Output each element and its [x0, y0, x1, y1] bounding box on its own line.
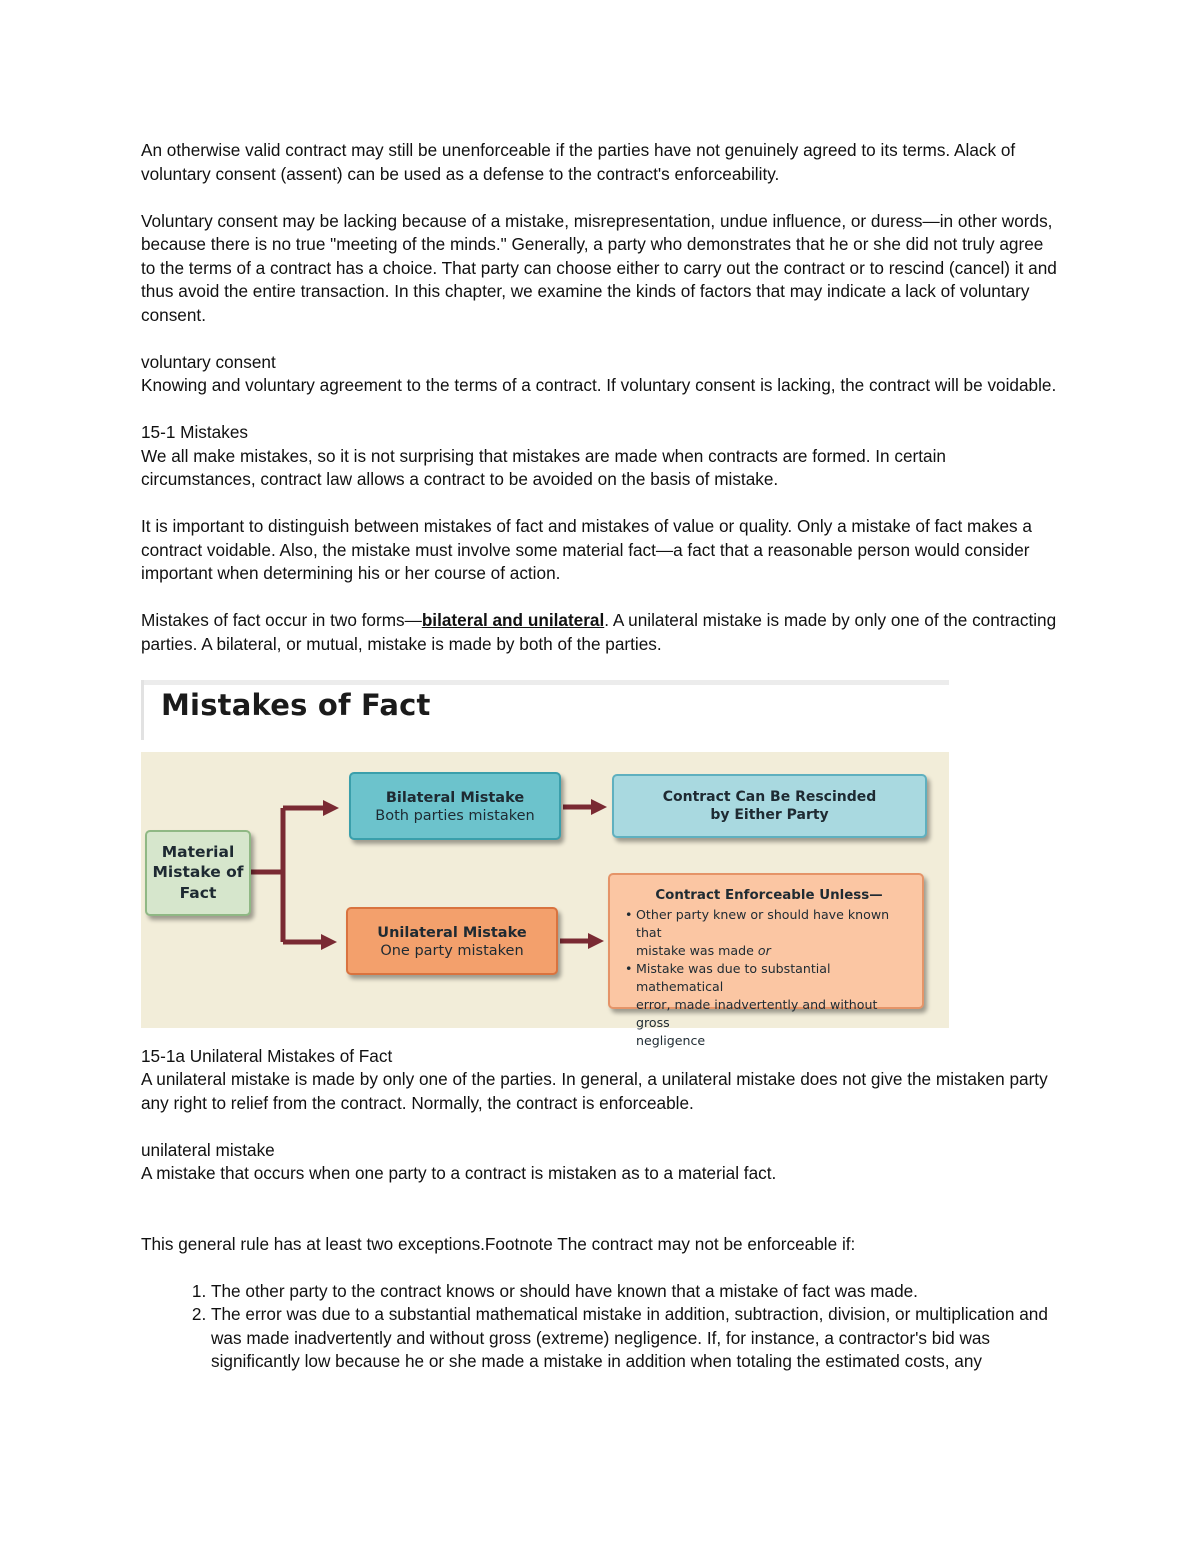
- figure-left-rule: [141, 680, 144, 740]
- paragraph-unilateral: A unilateral mistake is made by only one of the parties. In general, a unilateral mistake does not give the mistaken party any right to relief from the contract. Normally, the contract is enforceable.: [141, 1069, 1048, 1113]
- figure-title: Mistakes of Fact: [161, 687, 431, 722]
- enforce-c1-line1: Other party knew or should have known that: [636, 906, 890, 940]
- paragraph-fact-vs-value: It is important to distinguish between mistakes of fact and mistakes of value or quality. Only a mistake of fact makes a contract voidable. Also, the mistake must involve some material fact—a fact that a reasonable person would consider important when determining his or her course of action.: [141, 516, 1032, 583]
- term-voluntary-consent: voluntary consent: [141, 351, 276, 372]
- contract-enforceable-box: [608, 873, 924, 1048]
- material-line-2: Mistake of: [152, 863, 244, 881]
- exceptions-list: [141, 1280, 1061, 1374]
- unilateral-subtitle: One party mistaken: [380, 942, 524, 959]
- mistakes-of-fact-figure: [141, 680, 949, 1048]
- material-line-3: Fact: [179, 883, 217, 902]
- unilateral-title: Unilateral Mistake: [377, 924, 527, 941]
- document-body: [141, 139, 1061, 1374]
- bilateral-subtitle: Both parties mistaken: [375, 807, 535, 824]
- enforce-or: or: [757, 942, 771, 958]
- enforce-title: Contract Enforceable Unless—: [655, 887, 883, 903]
- bilateral-unilateral-link[interactable]: bilateral and unilateral: [421, 610, 605, 630]
- contract-rescinded-box: [612, 774, 927, 838]
- arrowhead-enforce: [588, 933, 604, 949]
- unilateral-mistake-box: [346, 907, 558, 975]
- rescind-line-2: by Either Party: [710, 806, 829, 823]
- exception-item-1: 1. The other party to the contract knows or should have known that a mistake of fact was made.: [211, 1280, 1061, 1304]
- two-forms-post: . A unilateral mistake is made by only one of the contracting parties. A bilateral, or mutual, mistake is made by both of the parties.: [141, 610, 1057, 654]
- paragraph-two-forms: [141, 609, 1061, 656]
- rescind-line-1: Contract Can Be Rescinded: [662, 788, 877, 805]
- arrowhead-bilateral: [323, 800, 339, 816]
- two-forms-pre: Mistakes of fact occur in two forms—: [141, 610, 422, 630]
- enforce-condition-2: [636, 960, 914, 1050]
- paragraph-mistakes: We all make mistakes, so it is not surprising that mistakes are made when contracts are formed. In certain circumstances, contract law allows a contract to be avoided on the basis of mistake.: [141, 445, 946, 489]
- heading-mistakes: 15-1 Mistakes: [141, 422, 248, 442]
- paragraph-intro: An otherwise valid contract may still be unenforceable if the parties have not genuinely agreed to its terms. Alack of voluntary consent (assent) can be used as a defense to the contract's enforceability.: [141, 140, 1016, 184]
- enforce-c2-line3: negligence: [636, 1032, 706, 1048]
- figure-diagram: [141, 752, 949, 1048]
- enforce-condition-1: [636, 906, 914, 960]
- definition-unilateral-mistake: A mistake that occurs when one party to a contract is mistaken as to a material fact.: [141, 1163, 777, 1183]
- enforce-c1-line2: mistake was made: [636, 942, 754, 958]
- bilateral-title: Bilateral Mistake: [385, 789, 525, 806]
- heading-unilateral: 15-1a Unilateral Mistakes of Fact: [141, 1045, 393, 1066]
- arrowhead-unilateral: [321, 934, 337, 950]
- enforce-c2-line1: Mistake was due to substantial mathematical: [636, 960, 831, 994]
- definition-voluntary-consent: Knowing and voluntary agreement to the terms of a contract. If voluntary consent is lacking, the contract will be voidable.: [141, 375, 1057, 395]
- paragraph-exceptions: This general rule has at least two exceptions.Footnote The contract may not be enforceable if:: [141, 1233, 856, 1254]
- enforce-c2-line2: error, made inadvertently and without gross: [636, 996, 878, 1030]
- exception-item-2: 2. The error was due to a substantial mathematical mistake in addition, subtraction, division, or multiplication and was made inadvertently and without gross (extreme) negligence. If, for instance, a contractor's bid was significantly low because he or she made a mistake in addition when totaling the estimated costs, any: [211, 1303, 1061, 1374]
- arrowhead-rescind: [591, 799, 607, 815]
- bilateral-mistake-box: [349, 772, 561, 840]
- figure-top-rule: [141, 680, 949, 685]
- paragraph-voluntary-consent: Voluntary consent may be lacking because of a mistake, misrepresentation, undue influence, or duress—in other words, because there is no true "meeting of the minds." Generally, a party who demonstrates that he or she did not truly agree to the terms of a contract has a choice. That party can choose either to carry out the contract or to rescind (cancel) it and thus avoid the entire transaction. In this chapter, we examine the kinds of factors that may indicate a lack of voluntary consent.: [141, 210, 1057, 325]
- enforce-conditions: [624, 906, 914, 1050]
- term-unilateral-mistake: unilateral mistake: [141, 1139, 275, 1160]
- material-line-1: Material: [161, 842, 235, 861]
- material-mistake-box: [145, 830, 251, 916]
